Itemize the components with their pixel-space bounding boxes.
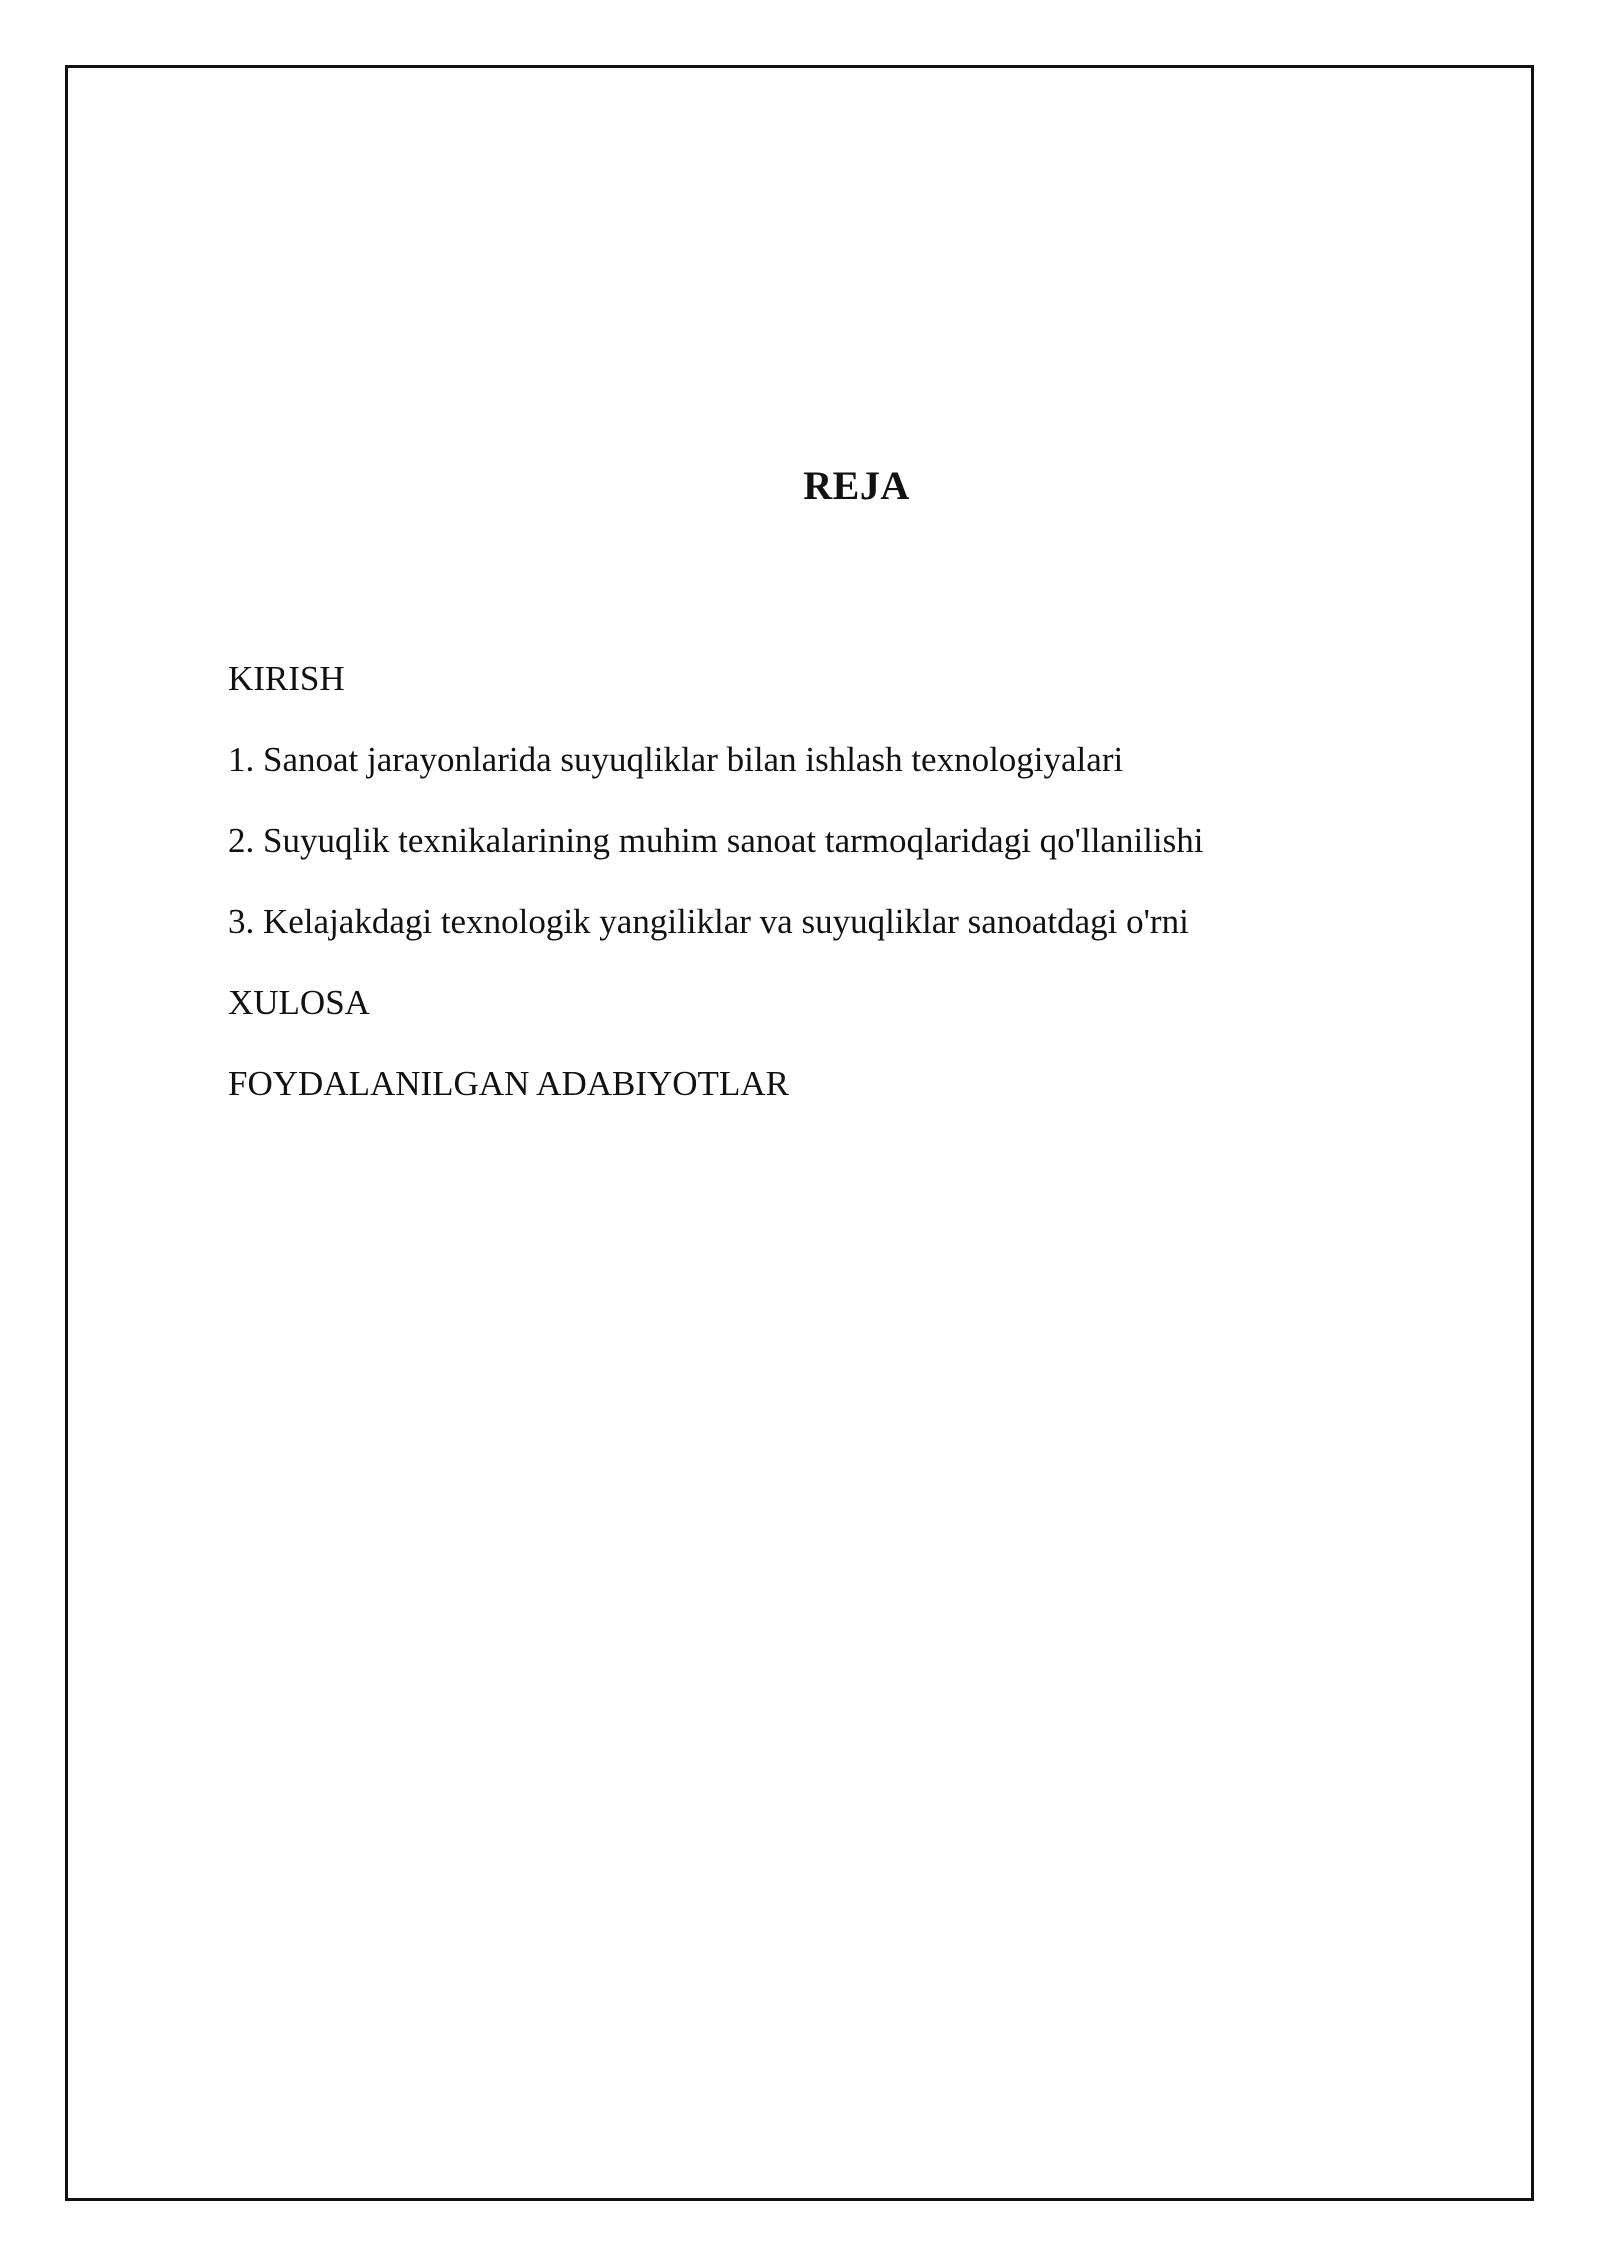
plan-item-conclusion: XULOSA bbox=[228, 983, 370, 1022]
page-title: REJA bbox=[803, 463, 910, 508]
plan-list bbox=[228, 638, 1203, 1124]
plan-item-references: FOYDALANILGAN ADABIYOTLAR bbox=[228, 1064, 789, 1103]
plan-item-section-3: 3. Kelajakdagi texnologik yangiliklar va suyuqliklar sanoatdagi o'rni bbox=[228, 902, 1189, 941]
page-border bbox=[65, 65, 1534, 2201]
plan-item-introduction: KIRISH bbox=[228, 659, 345, 698]
plan-item-section-2: 2. Suyuqlik texnikalarining muhim sanoat tarmoqlaridagi qo'llanilishi bbox=[228, 821, 1204, 860]
plan-item-section-1: 1. Sanoat jarayonlarida suyuqliklar bilan ishlash texnologiyalari bbox=[228, 740, 1124, 779]
